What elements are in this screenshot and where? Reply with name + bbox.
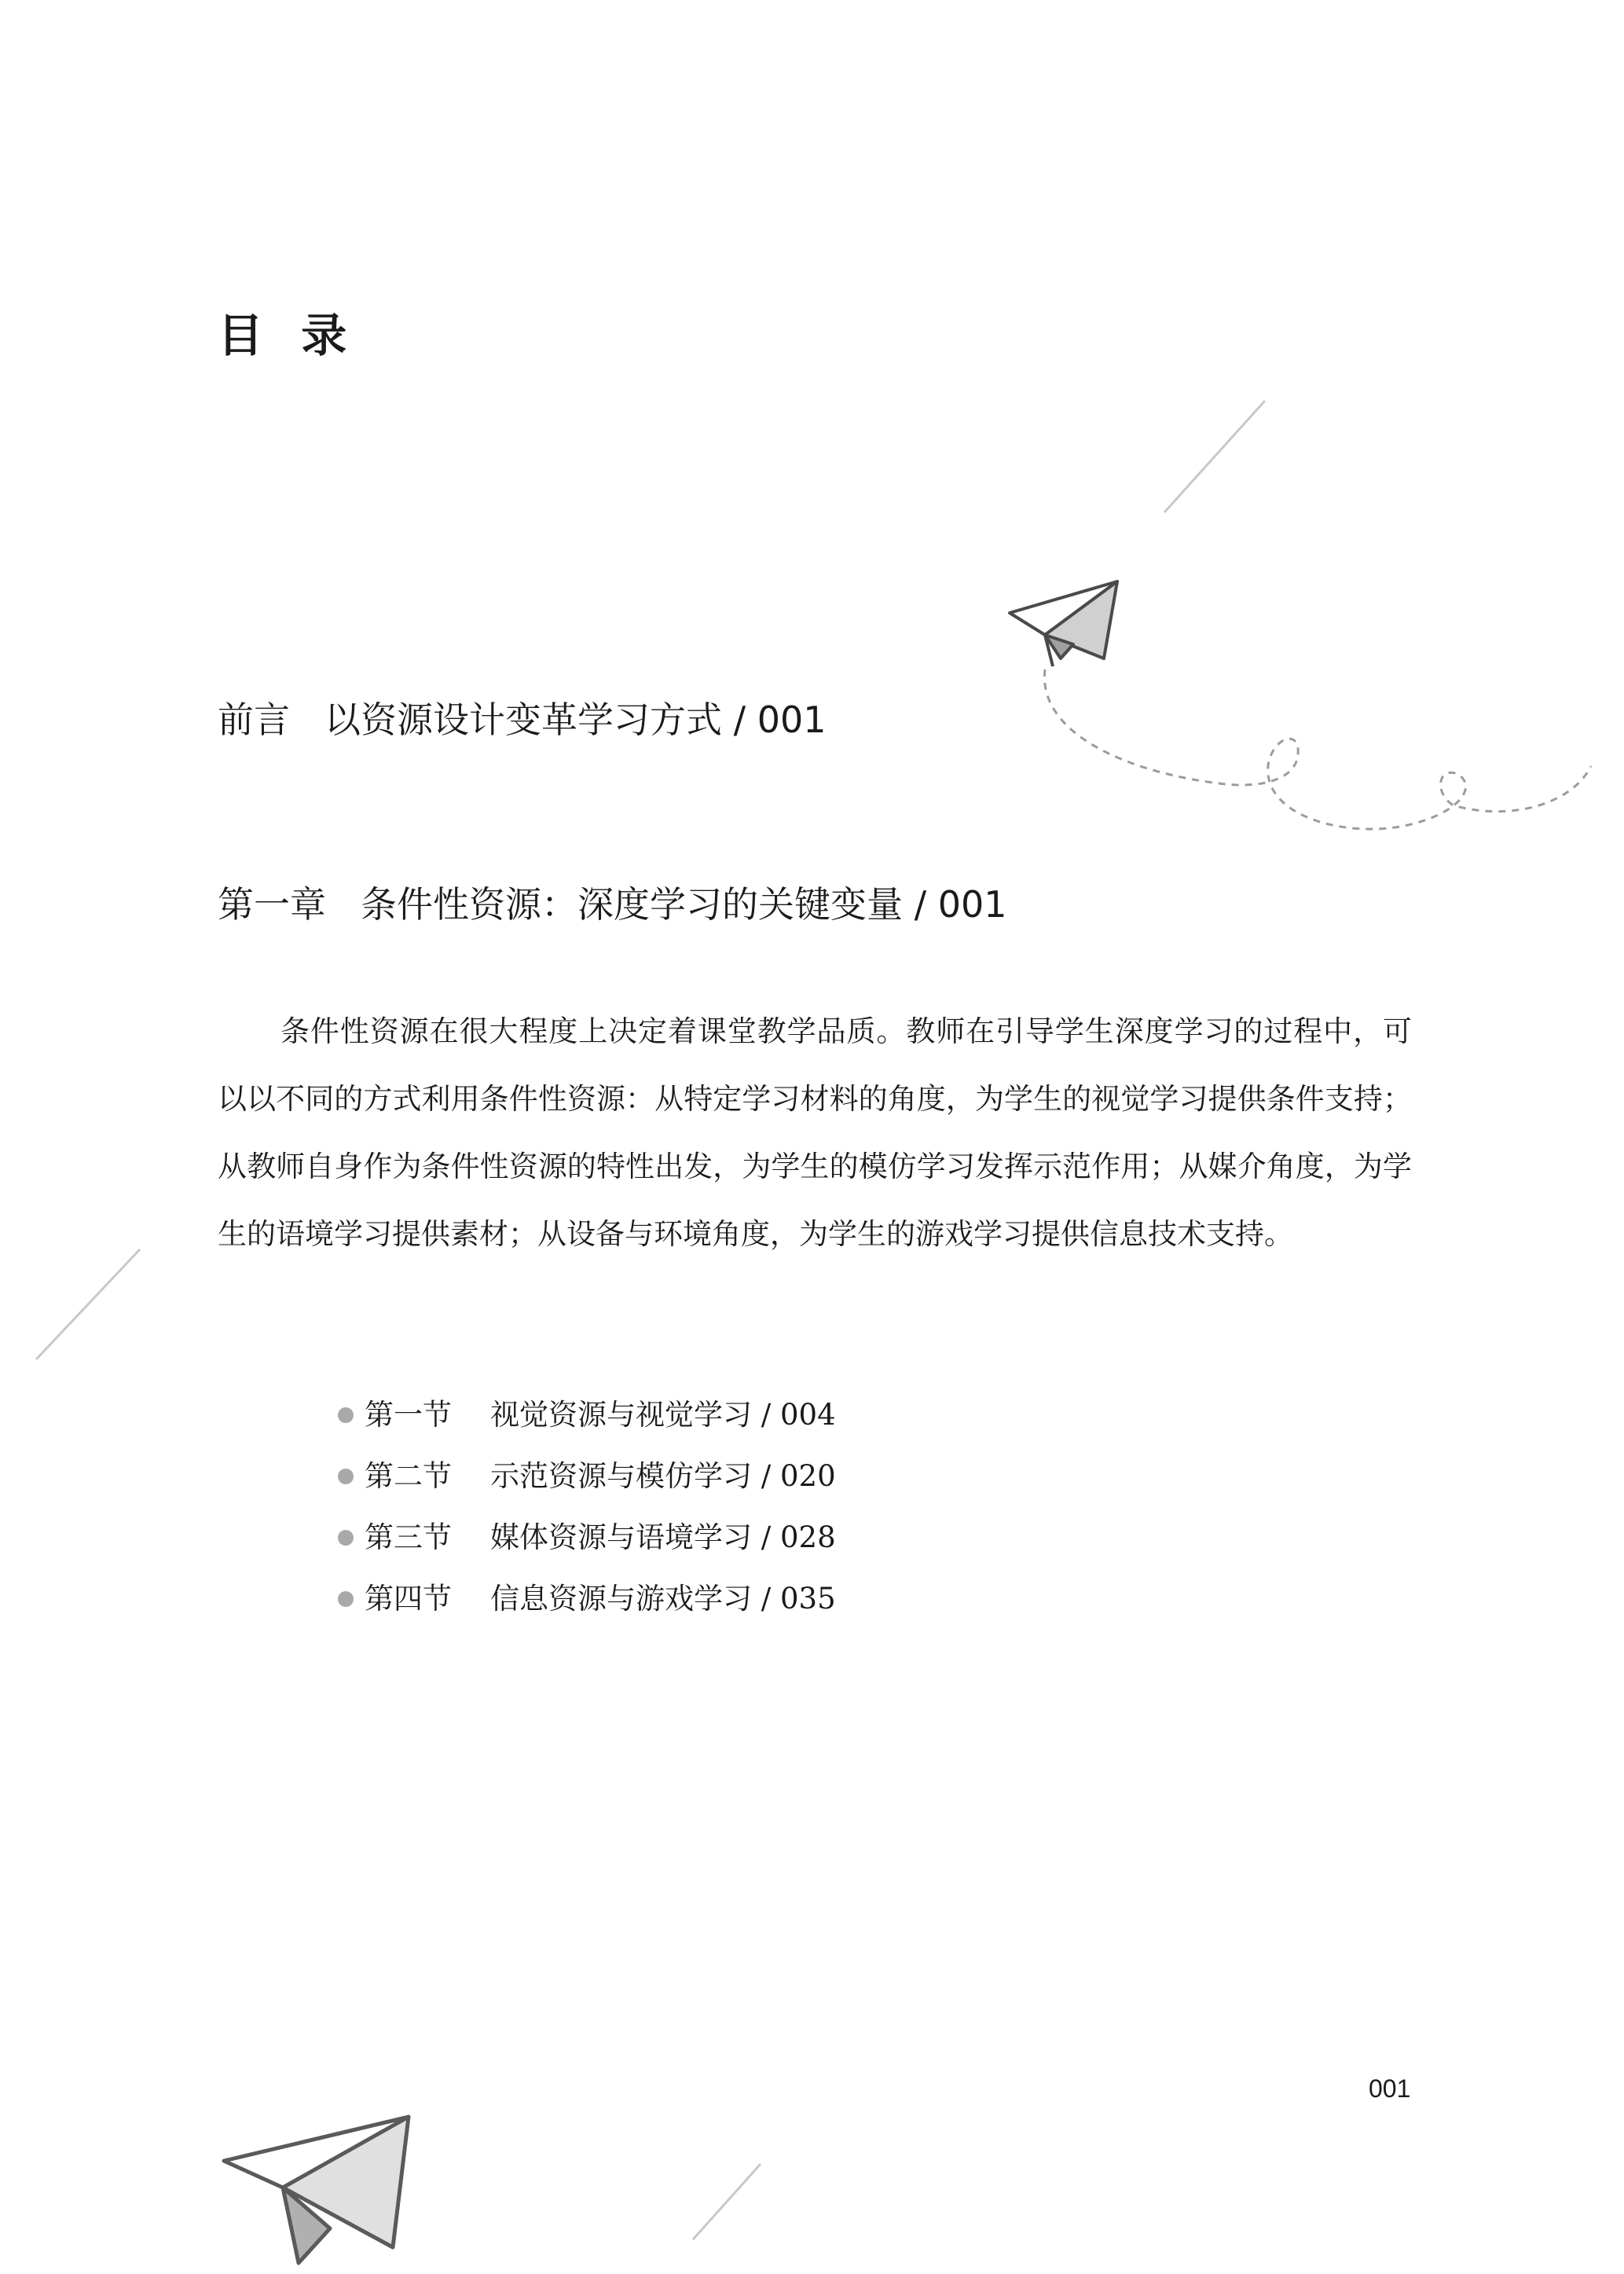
- bullet-icon: [338, 1469, 354, 1484]
- page-number: 001: [1369, 2074, 1411, 2103]
- paper-plane-icon: [224, 2117, 409, 2263]
- toc-entry-section-4[interactable]: [338, 1568, 836, 1630]
- section-title: 媒体资源与语境学习 / 028: [490, 1520, 836, 1554]
- bullet-icon: [338, 1530, 354, 1546]
- section-title: 视觉资源与视觉学习 / 004: [490, 1398, 836, 1432]
- section-number: 第一节: [365, 1398, 452, 1432]
- toc-entry-section-3[interactable]: [338, 1507, 836, 1568]
- bullet-icon: [338, 1591, 354, 1607]
- preface-label: 前言: [218, 699, 290, 741]
- section-list: [338, 1385, 836, 1630]
- chapter-label: 第一章: [218, 883, 326, 926]
- toc-entry-preface[interactable]: [218, 691, 827, 743]
- section-number: 第四节: [365, 1582, 452, 1616]
- chapter-summary: 条件性资源在很大程度上决定着课堂教学品质。教师在引导学生深度学习的过程中，可以以不同的方式利用条件性资源：从特定学习材料的角度，为学生的视觉学习提供条件支持；从教师自身作为条件性资源的特性出发，为学生的模仿学习发挥示范作用；从媒介角度，为学生的语境学习提供素材；从设备与环境角度，为学生的游戏学习提供信息技术支持。: [218, 1014, 1412, 1251]
- chapter-title: 条件性资源：深度学习的关键变量 / 001: [361, 883, 1007, 926]
- bullet-icon: [338, 1407, 354, 1423]
- toc-entry-chapter-1[interactable]: [218, 876, 1007, 928]
- section-number: 第二节: [365, 1459, 452, 1493]
- toc-entry-section-2[interactable]: [338, 1446, 836, 1507]
- section-title: 示范资源与模仿学习 / 020: [490, 1459, 836, 1493]
- preface-title: 以资源设计变革学习方式 / 001: [324, 699, 827, 741]
- flight-path-dashed: [1044, 669, 1591, 829]
- page-title: 目 录: [218, 309, 358, 362]
- diagonal-line-bottom: [693, 2164, 761, 2239]
- section-number: 第三节: [365, 1520, 452, 1554]
- diagonal-line-top-right: [1164, 401, 1265, 512]
- section-title: 信息资源与游戏学习 / 035: [490, 1582, 836, 1616]
- toc-entry-section-1[interactable]: [338, 1385, 836, 1446]
- paper-plane-icon: [1010, 581, 1117, 666]
- diagonal-line-left: [36, 1249, 140, 1359]
